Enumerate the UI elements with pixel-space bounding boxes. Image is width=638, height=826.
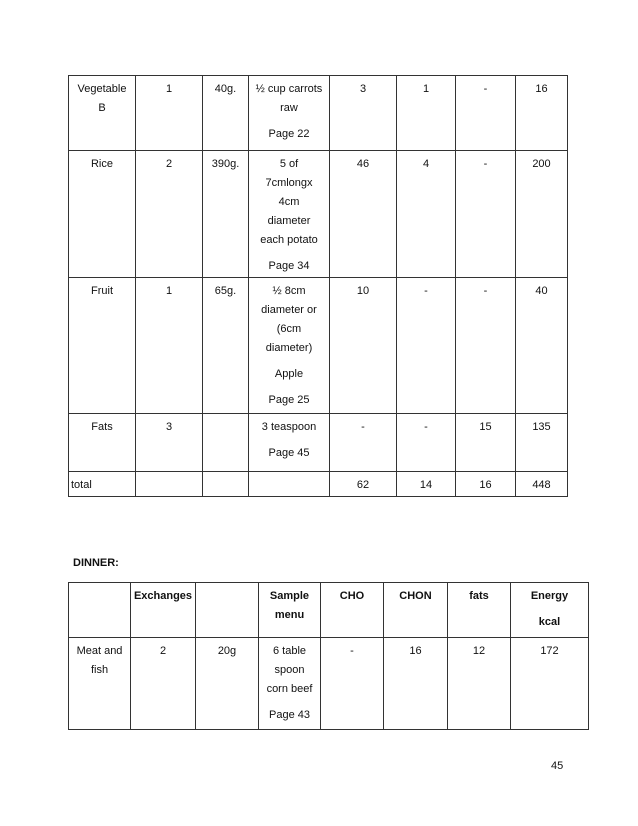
weight-cell: 65g. — [203, 278, 249, 414]
energy-cell: 172 — [511, 638, 589, 730]
header-empty — [196, 583, 259, 638]
energy-cell: 16 — [516, 76, 568, 151]
dinner-table — [68, 582, 589, 730]
cho-cell: - — [321, 638, 384, 730]
weight-cell: 20g — [196, 638, 259, 730]
weight-cell: 390g. — [203, 151, 249, 278]
total-fats: 16 — [456, 472, 516, 497]
header-fats: fats — [448, 583, 511, 638]
exchanges-cell: 2 — [136, 151, 203, 278]
table-row — [69, 414, 568, 472]
food-cell: Fruit — [69, 278, 136, 414]
header-sample-menu: Sample menu — [259, 583, 321, 638]
cho-cell: 46 — [330, 151, 397, 278]
fats-cell: - — [456, 76, 516, 151]
sample-menu-cell: ½ cup carrots raw Page 22 — [249, 76, 330, 151]
exchanges-cell: 3 — [136, 414, 203, 472]
header-row — [69, 583, 589, 638]
chon-cell: - — [397, 278, 456, 414]
sample-menu-cell: 3 teaspoon Page 45 — [249, 414, 330, 472]
header-chon: CHON — [384, 583, 448, 638]
total-chon: 14 — [397, 472, 456, 497]
energy-cell: 40 — [516, 278, 568, 414]
energy-cell: 200 — [516, 151, 568, 278]
table-row — [69, 151, 568, 278]
total-cho: 62 — [330, 472, 397, 497]
empty-cell — [249, 472, 330, 497]
exchanges-cell: 2 — [131, 638, 196, 730]
sample-menu-cell: ½ 8cm diameter or (6cm diameter) Apple Page 25 — [249, 278, 330, 414]
empty-cell — [203, 472, 249, 497]
food-cell: Vegetable B — [69, 76, 136, 151]
energy-cell: 135 — [516, 414, 568, 472]
fats-cell: 12 — [448, 638, 511, 730]
food-cell: Fats — [69, 414, 136, 472]
header-exchanges: Exchanges — [131, 583, 196, 638]
fats-cell: - — [456, 278, 516, 414]
cho-cell: 10 — [330, 278, 397, 414]
food-exchange-table — [68, 75, 568, 497]
exchanges-cell: 1 — [136, 278, 203, 414]
sample-menu-cell: 5 of 7cmlongx 4cm diameter each potato Page 34 — [249, 151, 330, 278]
dinner-heading: DINNER: — [73, 557, 119, 569]
exchanges-cell: 1 — [136, 76, 203, 151]
chon-cell: 4 — [397, 151, 456, 278]
chon-cell: 16 — [384, 638, 448, 730]
total-row — [69, 472, 568, 497]
table-row — [69, 638, 589, 730]
sample-menu-cell: 6 table spoon corn beef Page 43 — [259, 638, 321, 730]
chon-cell: - — [397, 414, 456, 472]
weight-cell — [203, 414, 249, 472]
food-cell: Rice — [69, 151, 136, 278]
table-row — [69, 278, 568, 414]
total-label: total — [69, 472, 136, 497]
table-row — [69, 76, 568, 151]
page-number: 45 — [551, 760, 564, 772]
header-empty — [69, 583, 131, 638]
fats-cell: 15 — [456, 414, 516, 472]
header-cho: CHO — [321, 583, 384, 638]
total-energy: 448 — [516, 472, 568, 497]
cho-cell: 3 — [330, 76, 397, 151]
header-energy: Energy kcal — [511, 583, 589, 638]
cho-cell: - — [330, 414, 397, 472]
fats-cell: - — [456, 151, 516, 278]
chon-cell: 1 — [397, 76, 456, 151]
empty-cell — [136, 472, 203, 497]
food-cell: Meat and fish — [69, 638, 131, 730]
weight-cell: 40g. — [203, 76, 249, 151]
